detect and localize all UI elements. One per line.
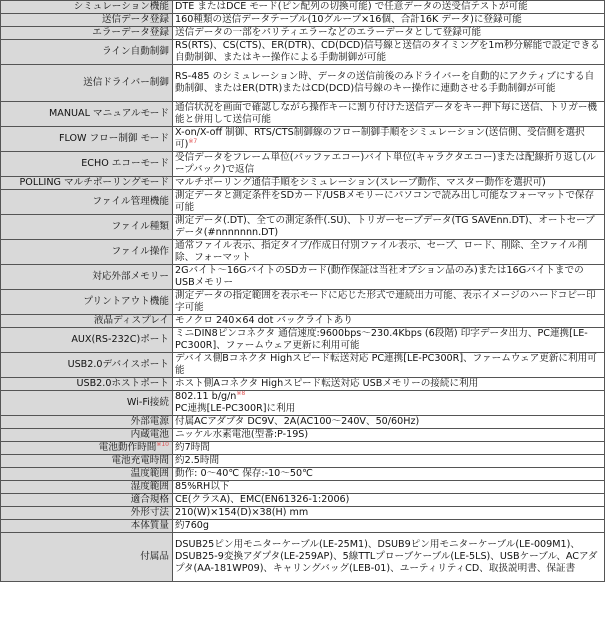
footnote-mark: ※10 xyxy=(156,441,169,448)
spec-label-text: Wi-Fi接続 xyxy=(126,397,169,408)
spec-label xyxy=(1,265,173,290)
spec-label xyxy=(1,494,173,507)
spec-value xyxy=(173,455,605,468)
spec-row xyxy=(1,468,605,481)
spec-label xyxy=(1,442,173,455)
spec-label-text: 外形寸法 xyxy=(130,507,169,518)
spec-row xyxy=(1,265,605,290)
spec-value-text: モノクロ 240×64 dot バックライトあり xyxy=(175,315,353,326)
spec-label-text: 本体質量 xyxy=(130,520,169,531)
spec-label-text: ファイル種類 xyxy=(111,221,169,232)
spec-label xyxy=(1,416,173,429)
spec-row xyxy=(1,494,605,507)
spec-value-text: 受信データをフレーム単位(パッファエコー)バイト単位(キャラクタエコー)または配線折り返し(ループバック)で返信 xyxy=(175,152,596,175)
spec-label xyxy=(1,378,173,391)
spec-row xyxy=(1,27,605,40)
spec-label xyxy=(1,507,173,520)
spec-value xyxy=(173,265,605,290)
spec-value-text: CE(クラスA)、EMC(EN61326-1:2006) xyxy=(175,494,350,505)
spec-label-text: 送信ドライバー制御 xyxy=(83,77,169,88)
spec-label xyxy=(1,190,173,215)
spec-table-body xyxy=(1,1,605,582)
spec-value-text: RS-485 のシミュレーション時、データの送信前後のみドライバーを自動的にアクティブにする自動制御、またはER(DTR)またはCD(DCD)信号線のキー操作に連動させる手動制御が可能 xyxy=(175,71,595,94)
spec-value-text: デバイス側Bコネクタ Highスピード転送対応 PC連携[LE-PC300R]、ファームウェア更新に利用可能 xyxy=(175,353,597,376)
spec-value-text: 802.11 b/g/n xyxy=(175,391,237,402)
spec-row xyxy=(1,391,605,416)
spec-label-text: 温度範囲 xyxy=(130,468,169,479)
spec-label-text: 液晶ディスプレイ xyxy=(93,315,169,326)
spec-label xyxy=(1,290,173,315)
spec-value-text: マルチポーリング通信手順をシミュレーション(スレーブ動作、マスター動作を選択可) xyxy=(175,177,546,188)
spec-value-text: ホスト側Aコネクタ Highスピード転送対応 USBメモリーの接続に利用 xyxy=(175,378,479,389)
spec-label-text: POLLING マルチポーリングモード xyxy=(19,177,169,188)
spec-value xyxy=(173,27,605,40)
spec-label xyxy=(1,40,173,65)
spec-value-text: 210(W)×154(D)×38(H) mm xyxy=(175,507,309,518)
spec-label-text: エラーデータ登録 xyxy=(92,27,169,38)
spec-value xyxy=(173,533,605,582)
spec-row xyxy=(1,328,605,353)
spec-value xyxy=(173,520,605,533)
spec-value-text: ニッケル水素電池(型番:P-19S) xyxy=(175,429,309,440)
spec-label-text: 対応外部メモリー xyxy=(92,271,169,282)
spec-row xyxy=(1,14,605,27)
spec-label-text: FLOW フロー制御 モード xyxy=(58,133,169,144)
spec-value xyxy=(173,353,605,378)
spec-label xyxy=(1,127,173,152)
spec-row xyxy=(1,102,605,127)
spec-row xyxy=(1,353,605,378)
spec-value-text: DSUB25ピン用モニターケーブル(LE-25M1)、DSUB9ピン用モニターケーブル(LE-009M1)、DSUB25-9変換アダプタ(LE-259AP)、5線TTLプローブケーブル(LE-5LS)、USBケーブル、ACアダプタ(AA-181WP09)、キャリングバッグ(LEB-01)、ユーティリティCD、取扱説明書、保証書 xyxy=(175,539,598,574)
spec-value xyxy=(173,240,605,265)
spec-row xyxy=(1,315,605,328)
spec-label xyxy=(1,102,173,127)
spec-value-text: X-on/X-off 制御、RTS/CTS制御線のフロー制御手順をシミュレーション(送信側、受信側を選択可) xyxy=(175,127,585,150)
spec-label-text: シミュレーション機能 xyxy=(73,1,169,12)
spec-row xyxy=(1,190,605,215)
spec-value-text: 85%RH以下 xyxy=(175,481,230,492)
spec-label xyxy=(1,533,173,582)
spec-label xyxy=(1,152,173,177)
spec-label-text: 送信データ登録 xyxy=(101,14,169,25)
spec-value xyxy=(173,378,605,391)
spec-label xyxy=(1,481,173,494)
spec-value xyxy=(173,481,605,494)
spec-value xyxy=(173,1,605,14)
spec-value-text: DTE またはDCE モード(ピン配列の切換可能) で任意データの送受信テストが可能 xyxy=(175,1,528,12)
spec-label-text: USB2.0ホストポート xyxy=(76,378,169,389)
spec-value xyxy=(173,40,605,65)
spec-label xyxy=(1,65,173,102)
spec-label-text: MANUAL マニュアルモード xyxy=(49,108,169,119)
spec-label-text: 付属品 xyxy=(140,551,169,562)
spec-value-text: 付属ACアダプタ DC9V、2A(AC100～240V、50/60Hz) xyxy=(175,416,420,427)
spec-value-text-2: PC連携[LE-PC300R]に利用 xyxy=(175,403,296,414)
spec-label-text: ECHO エコーモード xyxy=(81,158,169,169)
spec-value xyxy=(173,102,605,127)
spec-value-text: 動作: 0～40℃ 保存:-10～50℃ xyxy=(175,468,313,479)
spec-label-text: 外部電源 xyxy=(130,416,169,427)
spec-row xyxy=(1,177,605,190)
spec-value xyxy=(173,429,605,442)
spec-label-text: プリントアウト機能 xyxy=(83,296,169,307)
spec-value-text: 約2.5時間 xyxy=(175,455,220,466)
spec-value xyxy=(173,215,605,240)
spec-label-text: 電池動作時間 xyxy=(98,442,157,453)
spec-value xyxy=(173,14,605,27)
spec-label xyxy=(1,14,173,27)
spec-value xyxy=(173,315,605,328)
spec-row xyxy=(1,1,605,14)
spec-value-text: 2Gバイト～16GバイトのSDカード(動作保証は当社オプション品のみ)または16Gバイトまでの USBメモリー xyxy=(175,265,584,288)
spec-value-text: 通信状況を画面で確認しながら操作キーに割り付けた送信データをキー押下毎に送信、トリガー機能と併用して送信可能 xyxy=(175,102,598,125)
spec-row xyxy=(1,240,605,265)
spec-value xyxy=(173,127,605,152)
spec-label xyxy=(1,315,173,328)
spec-label xyxy=(1,429,173,442)
spec-value xyxy=(173,65,605,102)
spec-label-text: 電池充電時間 xyxy=(111,455,169,466)
spec-value-text: 測定データ(.DT)、全ての測定条件(.SU)、トリガーセーブデータ(TG SAVEnn.DT)、オートセーブデータ(#nnnnnnn.DT) xyxy=(175,215,595,238)
spec-label-text: ライン自動制御 xyxy=(102,46,169,57)
spec-row xyxy=(1,520,605,533)
spec-value-text: RS(RTS)、CS(CTS)、ER(DTR)、CD(DCD)信号線と送信のタイミングを1m秒分解能で設定できる自動制御、またはキー操作による手動制御が可能 xyxy=(175,40,600,63)
spec-value-text: 約760g xyxy=(175,520,209,531)
spec-label xyxy=(1,353,173,378)
spec-row xyxy=(1,455,605,468)
spec-row xyxy=(1,127,605,152)
spec-label-text: ファイル管理機能 xyxy=(92,196,169,207)
spec-label xyxy=(1,1,173,14)
spec-row xyxy=(1,429,605,442)
spec-row xyxy=(1,215,605,240)
spec-value xyxy=(173,328,605,353)
spec-label xyxy=(1,27,173,40)
spec-value xyxy=(173,391,605,416)
spec-label-text: 湿度範囲 xyxy=(130,481,169,492)
spec-label xyxy=(1,215,173,240)
spec-value xyxy=(173,416,605,429)
spec-label-text: AUX(RS-232C)ポート xyxy=(71,334,169,345)
spec-label xyxy=(1,520,173,533)
spec-label-text: 内蔵電池 xyxy=(130,429,169,440)
spec-value xyxy=(173,468,605,481)
spec-label-text: USB2.0デバイスポート xyxy=(67,359,169,370)
spec-row xyxy=(1,65,605,102)
spec-row xyxy=(1,481,605,494)
spec-value xyxy=(173,442,605,455)
spec-value-text: 通常ファイル表示、指定タイプ/作成日付別ファイル表示、セーブ、ロード、削除、全ファイル削除、フォーマット xyxy=(175,240,588,263)
spec-label xyxy=(1,455,173,468)
footnote-mark: ※8 xyxy=(236,390,246,397)
spec-row xyxy=(1,416,605,429)
spec-label-text: ファイル操作 xyxy=(111,246,169,257)
spec-value-text: 測定データと測定条件をSDカード/USBメモリーにパソコンで読み出し可能なフォーマットで保存可能 xyxy=(175,190,595,213)
spec-label xyxy=(1,240,173,265)
footnote-mark: ※7 xyxy=(188,137,198,145)
spec-row xyxy=(1,152,605,177)
spec-row xyxy=(1,533,605,582)
spec-value-text: ミニDIN8ピンコネクタ 通信速度:9600bps～230.4Kbps (6段階) 印字データ出力、PC連携[LE-PC300R]、ファームウェア更新に利用可能 xyxy=(175,328,588,351)
spec-label xyxy=(1,328,173,353)
spec-value-text: 送信データの一部をパリティエラーなどのエラーデータとして登録可能 xyxy=(175,27,482,38)
spec-row xyxy=(1,378,605,391)
spec-row xyxy=(1,442,605,455)
spec-row xyxy=(1,40,605,65)
spec-value xyxy=(173,177,605,190)
spec-label xyxy=(1,177,173,190)
spec-value-text: 測定データの指定範囲を表示モードに応じた形式で連続出力可能、表示イメージのハードコピー印字可能 xyxy=(175,290,596,313)
spec-row xyxy=(1,290,605,315)
spec-label xyxy=(1,468,173,481)
spec-label-text: 適合規格 xyxy=(130,494,169,505)
spec-value xyxy=(173,152,605,177)
spec-value xyxy=(173,494,605,507)
spec-value xyxy=(173,190,605,215)
spec-value xyxy=(173,290,605,315)
spec-value xyxy=(173,507,605,520)
spec-row xyxy=(1,507,605,520)
spec-value-text: 約7時間 xyxy=(175,442,210,453)
spec-label xyxy=(1,391,173,416)
spec-value-text: 160種類の送信データテーブル(10グループ×16個、合計16K データ)に登録可能 xyxy=(175,14,522,25)
